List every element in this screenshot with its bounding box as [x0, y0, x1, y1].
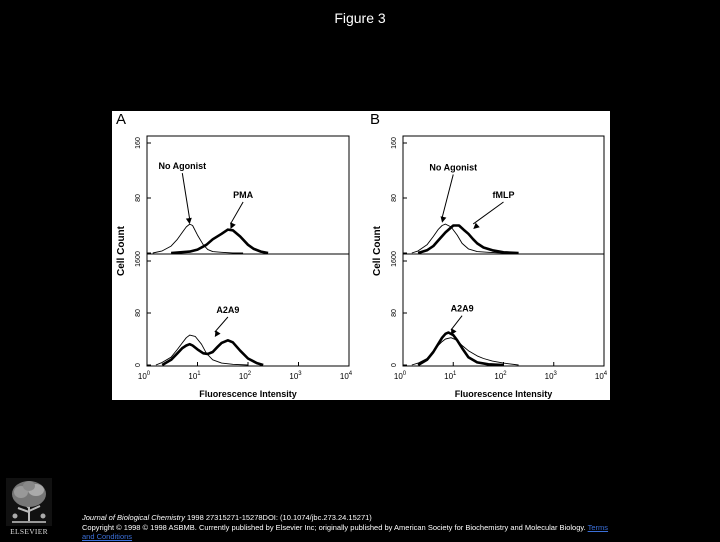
figure-panel	[112, 111, 610, 400]
annotation-label: fMLP	[492, 190, 515, 200]
annotation-label: PMA	[233, 190, 254, 200]
elsevier-logo-text: ELSEVIER	[10, 527, 48, 536]
x-tick-label: $10^0$	[137, 371, 151, 381]
y-tick-label: 160	[134, 137, 142, 149]
flow-cytometry-histograms	[112, 111, 610, 400]
caption-journal[interactable]: Journal of Biological Chemistry	[82, 513, 185, 522]
x-tick-label: $10^2$	[494, 371, 507, 381]
y-axis-label: Cell Count	[116, 226, 127, 276]
series-pma	[171, 230, 268, 253]
annotation-arrow	[215, 317, 228, 332]
y-tick-label: 160	[390, 137, 398, 149]
annotation-label: A2A9	[450, 303, 474, 314]
annotation-arrow	[230, 202, 243, 224]
elsevier-tree-logo-icon	[6, 478, 52, 526]
annotation-label: A2A9	[216, 305, 240, 315]
panel-label: B	[370, 111, 381, 128]
annotation-label: No Agonist	[158, 161, 207, 172]
y-tick-label: 0	[390, 363, 398, 367]
annotation-arrow	[442, 175, 453, 218]
x-tick-label: $10^3$	[289, 371, 302, 381]
series-a2a9	[162, 340, 263, 365]
y-tick-label: 160	[390, 255, 398, 267]
y-tick-label: 80	[390, 194, 398, 202]
y-tick-label: 80	[390, 309, 398, 317]
x-tick-label: $10^4$	[339, 371, 353, 381]
y-tick-label: 0	[134, 363, 142, 367]
annotation-arrow	[451, 316, 462, 330]
x-tick-label: $10^2$	[238, 371, 252, 381]
x-tick-label: $10^0$	[393, 371, 407, 381]
caption-citation: 1998 27315271-15278DOI: (10.1074/jbc.273.24.15271)	[184, 513, 372, 522]
panel-label: A	[116, 111, 127, 128]
x-axis-label: Fluorescence Intensity	[454, 389, 553, 399]
series-a2a9	[418, 333, 503, 366]
x-tick-label: $10^4$	[594, 371, 608, 381]
y-tick-label: 80	[134, 309, 142, 317]
terms-and-conditions-link[interactable]: Terms and Conditions	[82, 522, 609, 541]
annotation-label: No Agonist	[429, 162, 478, 173]
y-axis-label: Cell Count	[372, 226, 383, 276]
x-tick-label: $10^3$	[544, 371, 557, 381]
annotation-arrow	[182, 173, 189, 219]
y-tick-label: 0	[134, 251, 142, 255]
x-tick-label: $10^1$	[188, 371, 201, 381]
annotation-arrowhead	[441, 216, 447, 223]
y-tick-label: 160	[134, 255, 142, 267]
elsevier-logo[interactable]	[6, 478, 52, 536]
x-axis-label: Fluorescence Intensity	[199, 389, 297, 399]
annotation-arrowhead	[215, 330, 221, 337]
figure-title: Figure 3	[334, 10, 386, 26]
figure-caption	[82, 513, 622, 542]
annotation-arrowhead	[230, 222, 235, 229]
y-tick-label: 80	[134, 194, 142, 202]
caption-copyright: Copyright © 1998 © 1998 ASBMB. Currently published by Elsevier Inc; originally published by American Society for Biochemistry and Molecular Biology.	[82, 522, 586, 532]
annotation-arrowhead	[186, 218, 192, 224]
x-tick-label: $10^1$	[444, 371, 457, 381]
y-tick-label: 0	[390, 251, 398, 255]
annotation-arrow	[473, 202, 503, 224]
